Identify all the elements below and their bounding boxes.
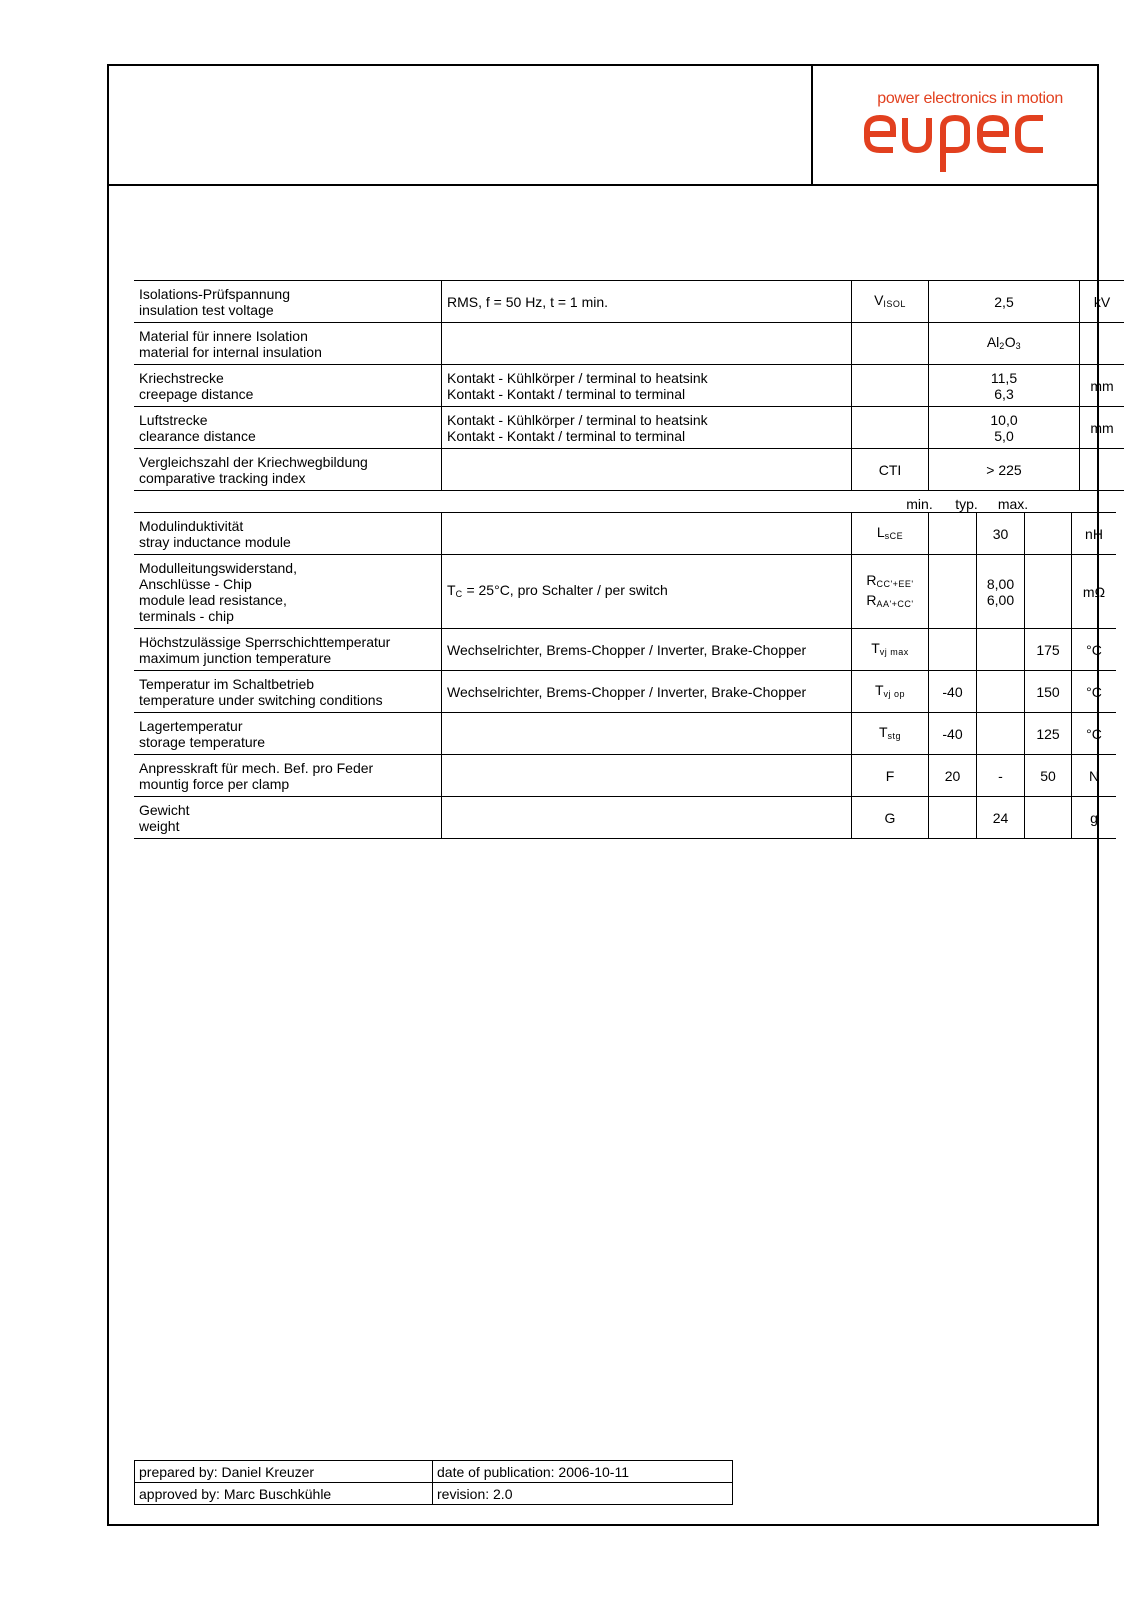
value-al2o3: $Al_2O_3$ [986,333,1022,351]
param-en: comparative tracking index [139,469,306,486]
param-cell [134,713,442,755]
eupec-logo-mark [859,112,1069,174]
module-spec-table [134,512,1116,839]
symbol-cell [852,555,929,629]
unit: mΩ [1082,583,1106,600]
value-cell [929,407,1080,449]
condition-cell [442,755,852,797]
approved-by: approved by: Marc Buschkühle [135,1483,433,1505]
publication-date: date of publication: 2006-10-11 [433,1461,733,1483]
symbol-cell [852,755,929,797]
min-value: -40 [942,725,963,742]
max-cell [1025,797,1072,839]
min-cell [929,513,977,555]
param-cell [134,629,442,671]
typ-cell [977,555,1025,629]
unit-cell [1072,713,1117,755]
unit: °C [1086,683,1102,700]
param-cell [134,407,442,449]
min-value: -40 [942,683,963,700]
condition-cell [442,629,852,671]
min-cell [929,797,977,839]
param-de: Kriechstrecke [139,369,224,386]
symbol-cell [852,365,929,407]
symbol-main: R [866,571,877,588]
unit: kV [1093,293,1111,310]
param-line: Anschlüsse - Chip [139,575,252,592]
min-value: 20 [944,767,961,784]
condition-main: T [447,581,456,598]
param-line: Modulleitungswiderstand, [139,559,297,576]
max-cell [1025,755,1072,797]
typ-value: 8,00 [986,575,1015,592]
table-row [135,1461,733,1483]
table-row [134,755,1116,797]
param-line: terminals - chip [139,607,234,624]
condition-cell [442,797,852,839]
condition-line2: Kontakt - Kontakt / terminal to terminal [447,385,686,402]
value-line2: 6,3 [994,385,1014,402]
param-en: material for internal insulation [139,343,322,360]
min-cell [929,755,977,797]
header-max: max. [997,496,1029,512]
symbol-sub: AA'+CC' [876,598,914,609]
max-cell [1025,555,1072,629]
param-en: insulation test voltage [139,301,274,318]
symbol-sub: vj op [883,688,906,699]
param-line: Temperatur im Schaltbetrieb [139,675,315,692]
typ-cell [977,713,1025,755]
table-row [134,713,1116,755]
condition-line1: Kontakt - Kühlkörper / terminal to heatsink [447,369,708,386]
unit: mm [1090,419,1114,436]
typ-cell [977,513,1025,555]
value-cell [929,281,1080,323]
unit-cell [1072,555,1117,629]
param-cell [134,755,442,797]
symbol-main: L [876,523,885,540]
condition-cell [442,365,852,407]
condition-cell [442,281,852,323]
header-typ: typ. [955,496,978,512]
param-cell [134,797,442,839]
param-de: Vergleichszahl der Kriechwegbildung [139,453,368,470]
table-row [134,513,1116,555]
condition-text: Wechselrichter, Brems-Chopper / Inverter, Brake-Chopper [447,683,807,700]
table-row [134,365,1124,407]
symbol-sub: stg [887,730,902,741]
param-line: Modulinduktivität [139,517,244,534]
unit-cell [1080,449,1125,491]
typ-cell [977,797,1025,839]
typ-cell [977,755,1025,797]
param-cell [134,365,442,407]
param-line: module lead resistance, [139,591,287,608]
symbol-main: V [874,291,884,308]
value-line2: 5,0 [994,427,1014,444]
unit-cell [1072,629,1117,671]
min-cell [929,555,977,629]
symbol-cell [852,449,929,491]
param-line: stray inductance module [139,533,291,550]
symbol-main: T [878,723,888,740]
symbol-line1 [857,572,923,592]
symbol-cell [852,323,929,365]
param-cell [134,281,442,323]
condition-cell [442,449,852,491]
max-value: 125 [1036,725,1060,742]
symbol-cell [852,513,929,555]
max-cell [1025,713,1072,755]
unit-cell [1072,671,1117,713]
symbol-cell [852,671,929,713]
condition-text: RMS, f = 50 Hz, t = 1 min. [447,293,609,310]
typ-value: - [998,767,1003,784]
condition-rest: = 25°C, pro Schalter / per switch [462,581,668,598]
unit: nH [1085,525,1103,542]
symbol-main: T [874,681,884,698]
param-de: Luftstrecke [139,411,208,428]
table-row [134,281,1124,323]
unit: °C [1086,641,1102,658]
symbol-main: F [885,767,895,784]
symbol-cell [852,281,929,323]
symbol-sub: vj max [879,646,909,657]
condition-cell [442,407,852,449]
unit-cell [1080,281,1125,323]
param-line: Gewicht [139,801,190,818]
typ-value: 6,00 [986,591,1015,608]
prepared-by: prepared by: Daniel Kreuzer [135,1461,433,1483]
unit-cell [1072,755,1117,797]
param-line: Anpresskraft für mech. Bef. pro Feder [139,759,374,776]
condition-line2: Kontakt - Kontakt / terminal to terminal [447,427,686,444]
condition-sub: C [455,588,463,599]
symbol-cell [852,629,929,671]
eupec-logo [859,112,1069,177]
table-row [134,323,1124,365]
table-row [134,555,1116,629]
param-line: mountig force per clamp [139,775,290,792]
symbol-sub: ISOL [883,298,906,309]
unit-cell [1080,365,1125,407]
value: 2,5 [994,293,1014,310]
symbol-sub: sCE [884,530,904,541]
param-en: clearance distance [139,427,256,444]
param-line: Höchstzulässige Sperrschichttemperatur [139,633,391,650]
header-min: min. [906,496,933,512]
condition-cell [442,323,852,365]
condition-cell [442,713,852,755]
value-cell [929,449,1080,491]
approval-footer-table [134,1460,733,1505]
min-typ-max-header [134,497,1080,512]
unit-cell [1080,407,1125,449]
symbol-sub: CC'+EE' [876,578,914,589]
unit: N [1088,767,1100,784]
table-row [134,797,1116,839]
min-cell [929,713,977,755]
param-de: Isolations-Prüfspannung [139,285,290,302]
param-en: creepage distance [139,385,254,402]
table-row [134,407,1124,449]
condition-text: Wechselrichter, Brems-Chopper / Inverter, Brake-Chopper [447,641,807,658]
unit-cell [1080,323,1125,365]
symbol-cell [852,713,929,755]
min-cell [929,671,977,713]
symbol-main: R [866,591,877,608]
max-cell [1025,671,1072,713]
insulation-spec-table [134,280,1124,491]
condition-line1: Kontakt - Kühlkörper / terminal to heatsink [447,411,708,428]
header-divider [109,184,1097,186]
unit: g [1090,809,1098,826]
typ-cell [977,671,1025,713]
param-cell [134,671,442,713]
param-line: weight [139,817,180,834]
value-line1: 11,5 [990,369,1018,386]
param-cell [134,323,442,365]
param-line: temperature under switching conditions [139,691,383,708]
param-cell [134,555,442,629]
header-logo-divider [811,66,813,184]
param-cell [134,513,442,555]
table-row [134,629,1116,671]
unit-cell [1072,797,1117,839]
typ-value: 30 [992,525,1009,542]
symbol-line2 [857,592,923,612]
max-value: 150 [1036,683,1060,700]
typ-value: 24 [992,809,1009,826]
min-cell [929,629,977,671]
max-value: 50 [1040,767,1056,784]
symbol-main: CTI [878,461,902,478]
max-cell [1025,513,1072,555]
max-value: 175 [1036,641,1060,658]
value-cell [929,365,1080,407]
brand-tagline: power electronics in motion [877,90,1063,107]
table-row [135,1483,733,1505]
param-line: storage temperature [139,733,266,750]
table-row [134,671,1116,713]
table-row [134,449,1124,491]
param-line: Lagertemperatur [139,717,243,734]
typ-cell [977,629,1025,671]
condition-cell [442,671,852,713]
unit: °C [1086,725,1102,742]
value: > 225 [986,461,1022,478]
condition-cell [442,555,852,629]
value-cell [929,323,1080,365]
revision: revision: 2.0 [433,1483,733,1505]
unit: mm [1090,377,1114,394]
unit-cell [1072,513,1117,555]
symbol-cell [852,407,929,449]
max-cell [1025,629,1072,671]
param-cell [134,449,442,491]
condition-cell [442,513,852,555]
symbol-main: G [884,809,896,826]
symbol-main: T [871,639,880,656]
param-line: maximum junction temperature [139,649,332,666]
value-line1: 10,0 [990,411,1018,428]
param-de: Material für innere Isolation [139,327,308,344]
symbol-cell [852,797,929,839]
